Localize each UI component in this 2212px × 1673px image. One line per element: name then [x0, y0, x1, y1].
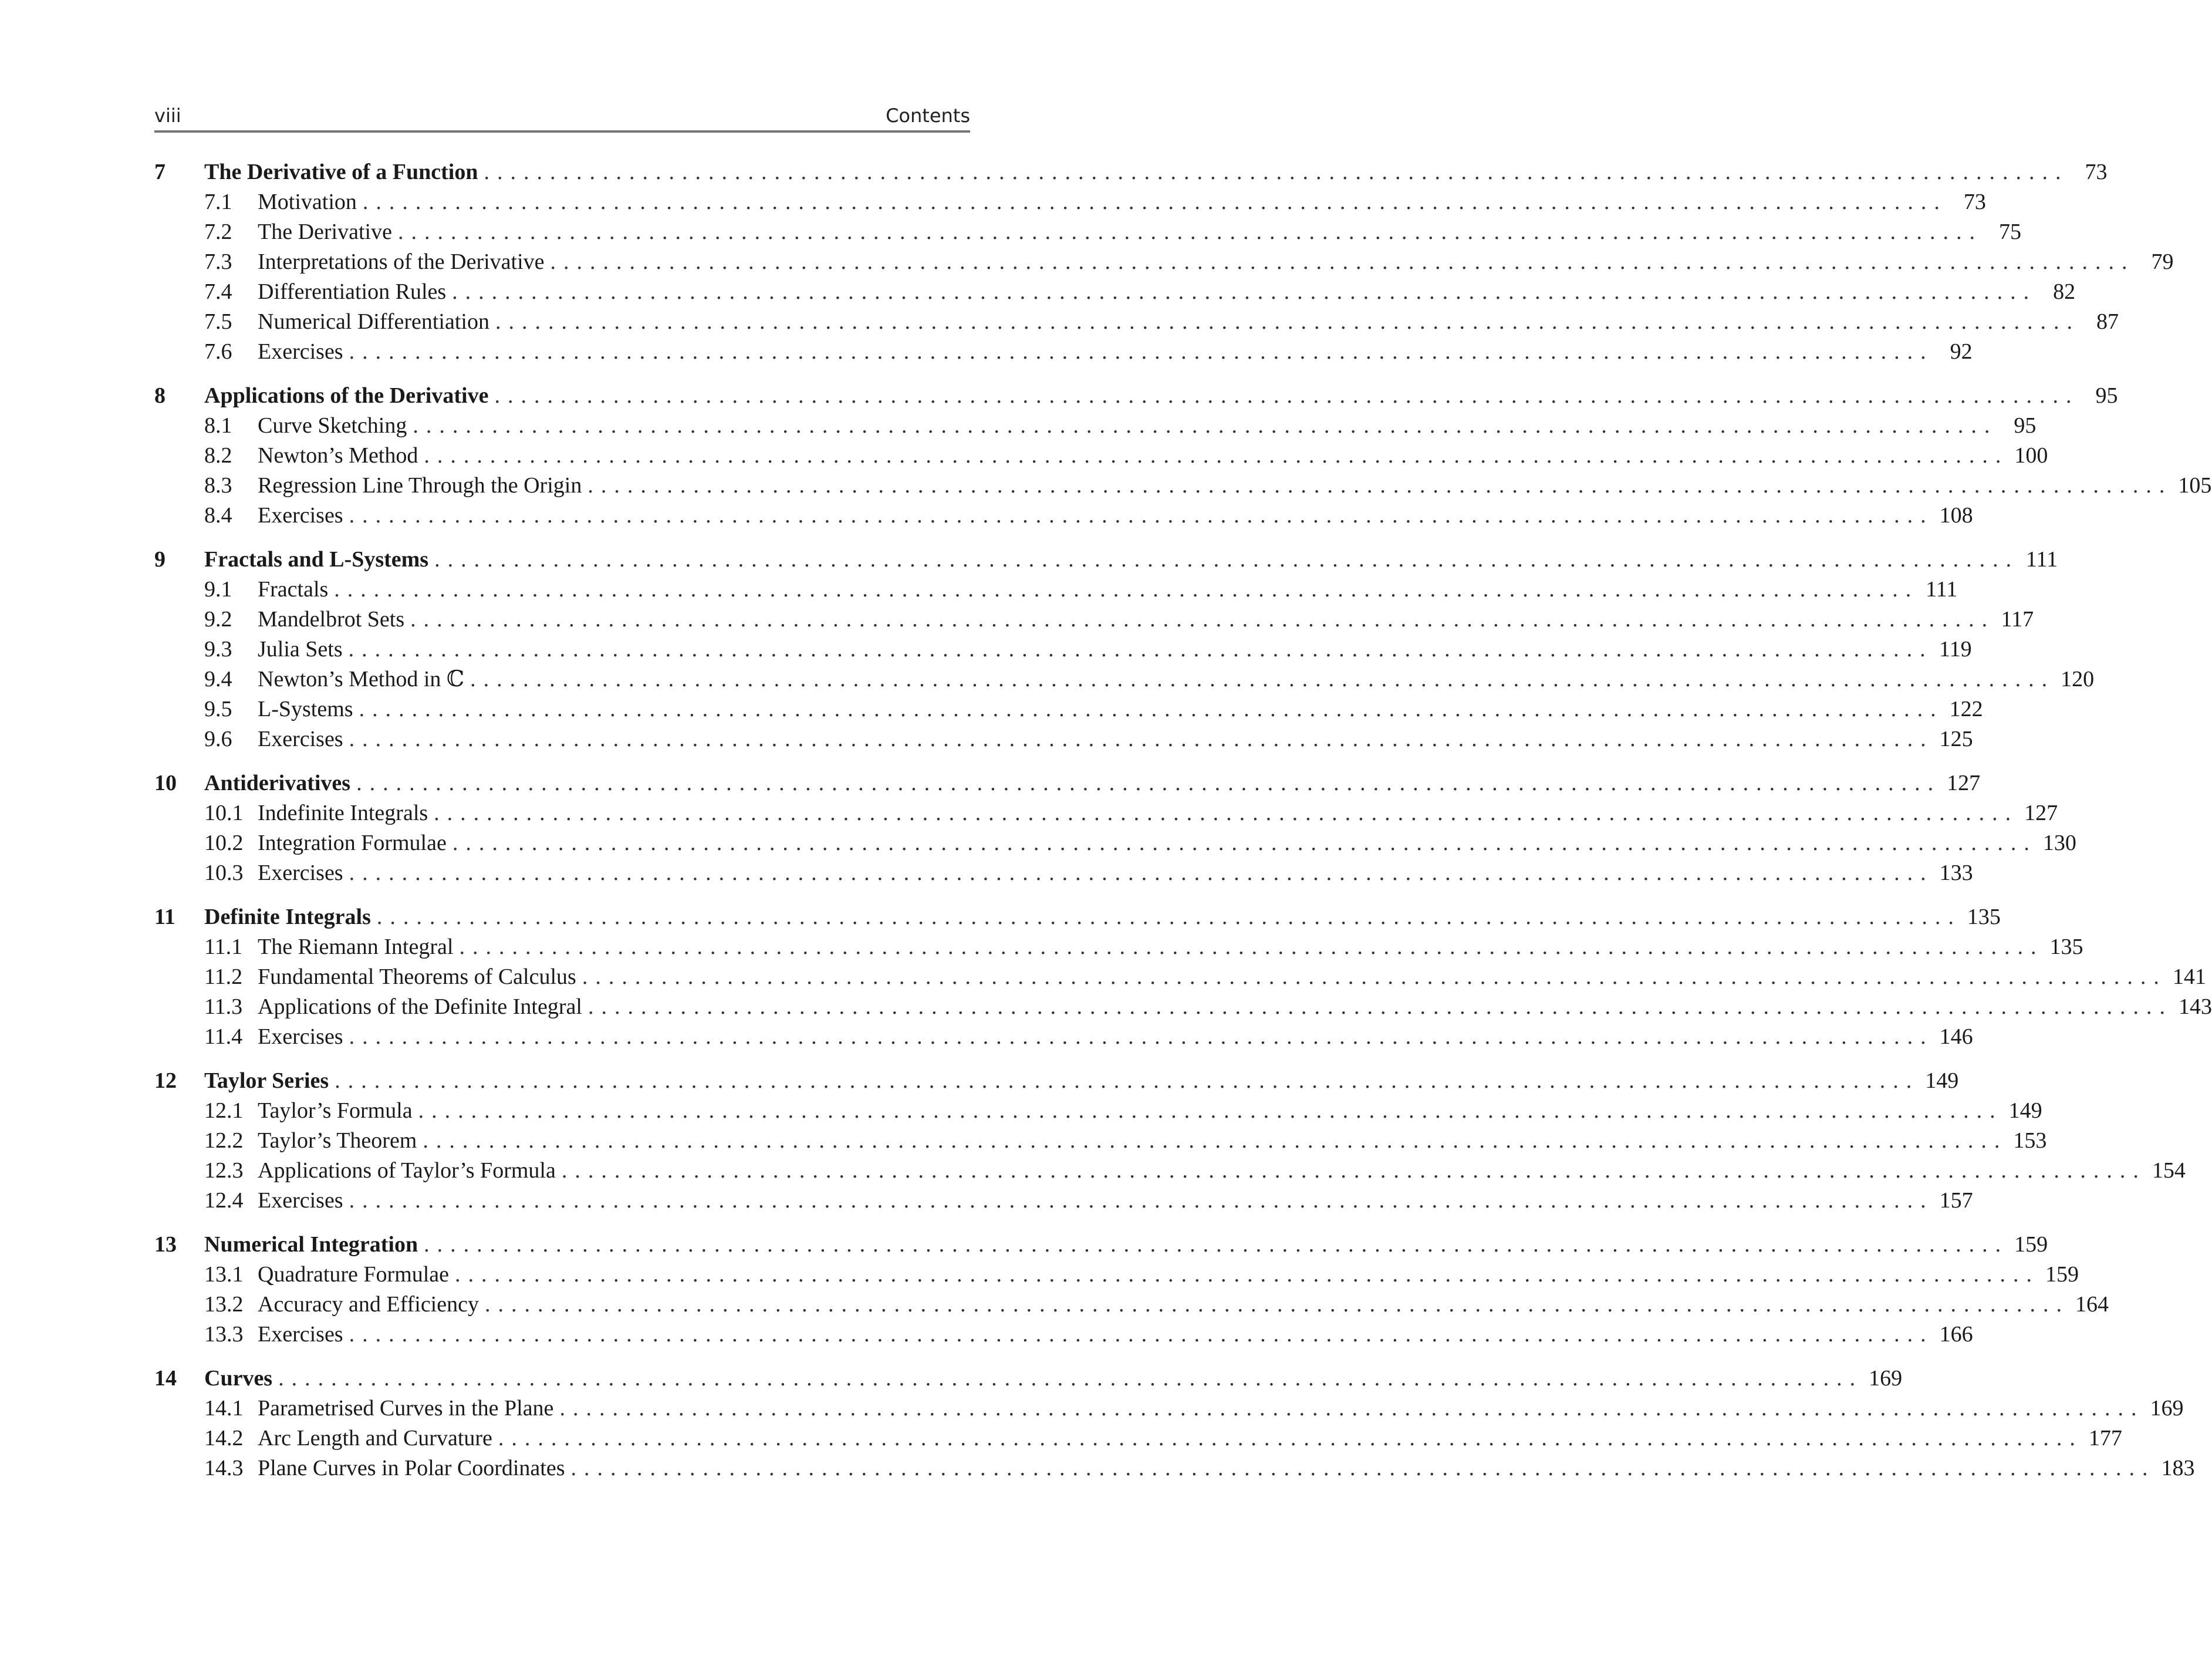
- dot-leader: ........................................................................................................................: [418, 1098, 2003, 1123]
- section-number: 10.2: [204, 831, 244, 855]
- page-number: 166: [1939, 1322, 1973, 1347]
- page-number: 125: [1939, 727, 1973, 751]
- dot-leader: ........................................................................................................................: [452, 279, 2037, 304]
- section-number: 9.2: [204, 607, 232, 632]
- chapter-title: Applications of the Derivative: [204, 381, 494, 411]
- page-number: 79: [2151, 249, 2174, 274]
- dot-leader: ........................................................................................................................: [349, 339, 1934, 364]
- section-title: Accuracy and Efficiency: [258, 1290, 485, 1320]
- entry-line: [258, 1186, 1973, 1216]
- chapter-entry[interactable]: [154, 381, 2118, 411]
- page-folio: viii: [154, 104, 181, 127]
- section-title: Quadrature Formulae: [258, 1260, 455, 1290]
- section-title: Curve Sketching: [258, 411, 413, 441]
- entry-line: [258, 724, 1973, 754]
- section-entry[interactable]: [154, 1424, 2122, 1453]
- section-entry[interactable]: [154, 1156, 2186, 1186]
- section-title: Exercises: [258, 1320, 349, 1350]
- section-title: Interpretations of the Derivative: [258, 247, 551, 277]
- dot-leader: ........................................................................................................................: [362, 190, 1947, 214]
- section-number: 7.5: [204, 309, 232, 334]
- entry-line: [258, 217, 2021, 247]
- page-number: 87: [2096, 309, 2119, 334]
- entry-line: [258, 1126, 2047, 1156]
- section-entry[interactable]: [154, 1096, 2042, 1126]
- dot-leader: ........................................................................................................................: [278, 1366, 1863, 1391]
- section-entry[interactable]: [154, 1022, 1973, 1052]
- section-title: Taylor’s Formula: [258, 1096, 418, 1126]
- section-number: 11.2: [204, 964, 243, 989]
- chapter-entry[interactable]: [154, 902, 2001, 932]
- dot-leader: ........................................................................................................................: [349, 861, 1934, 885]
- page-header: [154, 104, 970, 133]
- dot-leader: ........................................................................................................................: [459, 935, 2044, 959]
- section-entry[interactable]: [154, 575, 1958, 605]
- chapter-block: [154, 1230, 2109, 1350]
- section-title: Indefinite Integrals: [258, 798, 434, 828]
- page-number: 133: [1939, 861, 1973, 885]
- section-entry[interactable]: [154, 1320, 1973, 1350]
- page-number: 111: [2025, 547, 2058, 572]
- section-title: Arc Length and Curvature: [258, 1424, 498, 1453]
- section-title: The Riemann Integral: [258, 932, 459, 962]
- chapter-title: Taylor Series: [204, 1066, 335, 1096]
- chapter-number: 12: [154, 1068, 177, 1093]
- section-number: 12.3: [204, 1158, 244, 1183]
- dot-leader: ........................................................................................................................: [410, 607, 1995, 632]
- entry-line: [258, 471, 2212, 501]
- entry-line: [204, 902, 2001, 932]
- section-title: Exercises: [258, 501, 349, 531]
- section-title: Exercises: [258, 1186, 349, 1216]
- page-number: 120: [2061, 667, 2095, 692]
- section-number: 7.1: [204, 190, 232, 214]
- chapter-block: [154, 381, 2212, 531]
- dot-leader: ........................................................................................................................: [495, 309, 2080, 334]
- entry-line: [258, 1260, 2079, 1290]
- section-number: 9.1: [204, 577, 232, 602]
- page-number: 183: [2161, 1456, 2195, 1480]
- entry-line: [258, 1424, 2122, 1453]
- section-number: 8.2: [204, 443, 232, 468]
- section-title: Exercises: [258, 1022, 349, 1052]
- chapter-title: Definite Integrals: [204, 902, 377, 932]
- section-entry[interactable]: [154, 828, 2076, 858]
- page-number: 159: [2045, 1262, 2079, 1287]
- section-entry[interactable]: [154, 277, 2076, 307]
- section-entry[interactable]: [154, 307, 2119, 337]
- entry-line: [258, 858, 1973, 888]
- chapter-block: [154, 902, 2212, 1052]
- entry-line: [204, 768, 1981, 798]
- chapter-number: 14: [154, 1366, 177, 1391]
- dot-leader: ........................................................................................................................: [348, 637, 1933, 662]
- dot-leader: ........................................................................................................................: [434, 547, 2019, 572]
- section-number: 13.3: [204, 1322, 244, 1347]
- section-number: 9.6: [204, 727, 232, 751]
- section-entry[interactable]: [154, 724, 1973, 754]
- section-entry[interactable]: [154, 1394, 2184, 1424]
- page-number: 111: [1926, 577, 1958, 602]
- dot-leader: ........................................................................................................................: [423, 1128, 2008, 1153]
- chapter-number: 7: [154, 160, 166, 184]
- page-number: 141: [2172, 964, 2206, 989]
- section-entry[interactable]: [154, 932, 2083, 962]
- dot-leader: ........................................................................................................................: [561, 1158, 2146, 1183]
- entry-line: [258, 932, 2083, 962]
- entry-line: [258, 307, 2119, 337]
- entry-line: [258, 992, 2212, 1022]
- entry-line: [258, 1156, 2186, 1186]
- section-number: 8.4: [204, 503, 232, 528]
- section-title: The Derivative: [258, 217, 398, 247]
- page-number: 95: [2095, 383, 2118, 408]
- section-entry[interactable]: [154, 1186, 1973, 1216]
- dot-leader: ........................................................................................................................: [484, 1292, 2069, 1317]
- page-number: 130: [2042, 831, 2076, 855]
- page-number: 153: [2013, 1128, 2047, 1153]
- entry-line: [204, 1230, 2048, 1260]
- chapter-title: The Derivative of a Function: [204, 157, 484, 187]
- chapter-entry[interactable]: [154, 1364, 1903, 1394]
- section-title: Numerical Differentiation: [258, 307, 495, 337]
- entry-line: [258, 337, 1973, 367]
- entry-line: [258, 247, 2174, 277]
- page-number: 154: [2152, 1158, 2186, 1183]
- section-entry[interactable]: [154, 1126, 2047, 1156]
- dot-leader: ........................................................................................................................: [335, 1068, 1920, 1093]
- section-title: Integration Formulae: [258, 828, 452, 858]
- dot-leader: ........................................................................................................................: [550, 249, 2135, 274]
- section-entry[interactable]: [154, 471, 2212, 501]
- section-number: 13.1: [204, 1262, 244, 1287]
- section-title: Applications of Taylor’s Formula: [258, 1156, 562, 1186]
- section-number: 9.5: [204, 697, 232, 721]
- page-number: 127: [2024, 801, 2058, 825]
- chapter-entry[interactable]: [154, 1066, 1959, 1096]
- entry-line: [258, 798, 2058, 828]
- dot-leader: ........................................................................................................................: [559, 1396, 2145, 1421]
- section-title: Taylor’s Theorem: [258, 1126, 423, 1156]
- section-entry[interactable]: [154, 187, 1986, 217]
- page-number: 122: [1949, 697, 1983, 721]
- dot-leader: ........................................................................................................................: [359, 697, 1944, 721]
- section-entry[interactable]: [154, 798, 2058, 828]
- page-number: 119: [1939, 637, 1972, 662]
- chapter-block: [154, 1066, 2186, 1216]
- dot-leader: ........................................................................................................................: [455, 1262, 2040, 1287]
- entry-line: [204, 381, 2118, 411]
- section-entry[interactable]: [154, 501, 1973, 531]
- section-number: 12.2: [204, 1128, 244, 1153]
- section-number: 7.3: [204, 249, 232, 274]
- dot-leader: ........................................................................................................................: [484, 160, 2069, 184]
- section-number: 11.4: [204, 1024, 243, 1049]
- chapter-title: Numerical Integration: [204, 1230, 424, 1260]
- chapter-number: 8: [154, 383, 166, 408]
- page-number: 95: [2014, 413, 2037, 438]
- dot-leader: ........................................................................................................................: [349, 1322, 1934, 1347]
- entry-line: [204, 157, 2108, 187]
- page-number: 146: [1939, 1024, 1973, 1049]
- page-number: 82: [2053, 279, 2076, 304]
- dot-leader: ........................................................................................................................: [570, 1456, 2156, 1480]
- page-number: 169: [1869, 1366, 1903, 1391]
- chapter-title: Curves: [204, 1364, 278, 1394]
- section-title: Mandelbrot Sets: [258, 605, 410, 635]
- dot-leader: ........................................................................................................................: [470, 667, 2055, 692]
- section-entry[interactable]: [154, 1290, 2109, 1320]
- section-entry[interactable]: [154, 217, 2021, 247]
- entry-line: [258, 1320, 1973, 1350]
- section-entry[interactable]: [154, 441, 2048, 471]
- page-number: 73: [2085, 160, 2108, 184]
- dot-leader: ........................................................................................................................: [587, 994, 2173, 1019]
- entry-line: [258, 1394, 2184, 1424]
- chapter-block: [154, 768, 2076, 888]
- section-entry[interactable]: [154, 605, 2034, 635]
- chapter-number: 9: [154, 547, 166, 572]
- dot-leader: ........................................................................................................................: [498, 1426, 2083, 1451]
- entry-line: [204, 1364, 1903, 1394]
- page-number: 105: [2178, 473, 2212, 498]
- section-title: Plane Curves in Polar Coordinates: [258, 1453, 570, 1483]
- dot-leader: ........................................................................................................................: [582, 964, 2167, 989]
- chapter-block: [154, 157, 2174, 367]
- chapter-number: 13: [154, 1232, 177, 1257]
- page-number: 164: [2075, 1292, 2109, 1317]
- section-title: Applications of the Definite Integral: [258, 992, 588, 1022]
- section-number: 10.1: [204, 801, 244, 825]
- entry-line: [258, 501, 1973, 531]
- section-number: 8.3: [204, 473, 232, 498]
- entry-line: [258, 828, 2076, 858]
- page-number: 127: [1947, 771, 1981, 795]
- page-number: 100: [2014, 443, 2048, 468]
- entry-line: [258, 1096, 2042, 1126]
- table-of-contents: [154, 157, 2212, 1497]
- section-number: 7.2: [204, 220, 232, 244]
- page-number: 117: [2001, 607, 2034, 632]
- page-number: 169: [2150, 1396, 2184, 1421]
- chapter-entry[interactable]: [154, 1230, 2048, 1260]
- running-head: Contents: [886, 104, 970, 127]
- page-number: 73: [1963, 190, 1986, 214]
- section-entry[interactable]: [154, 992, 2212, 1022]
- section-title: Exercises: [258, 337, 349, 367]
- section-entry[interactable]: [154, 858, 1973, 888]
- dot-leader: ........................................................................................................................: [494, 383, 2079, 408]
- chapter-entry[interactable]: [154, 157, 2108, 187]
- dot-leader: ........................................................................................................................: [434, 801, 2019, 825]
- dot-leader: ........................................................................................................................: [424, 1232, 2009, 1257]
- entry-line: [204, 1066, 1959, 1096]
- entry-line: [258, 575, 1958, 605]
- section-number: 11.1: [204, 935, 243, 959]
- section-entry[interactable]: [154, 1453, 2195, 1483]
- page-number: 135: [1967, 905, 2001, 929]
- section-number: 14.3: [204, 1456, 244, 1480]
- dot-leader: ........................................................................................................................: [349, 503, 1934, 528]
- section-number: 12.1: [204, 1098, 244, 1123]
- section-title: L-Systems: [258, 694, 359, 724]
- dot-leader: ........................................................................................................................: [349, 727, 1934, 751]
- section-title: Fundamental Theorems of Calculus: [258, 962, 582, 992]
- section-number: 7.4: [204, 279, 232, 304]
- section-number: 13.2: [204, 1292, 244, 1317]
- section-entry[interactable]: [154, 665, 2095, 694]
- page-number: 75: [1998, 220, 2021, 244]
- chapter-title: Antiderivatives: [204, 768, 356, 798]
- page-number: 177: [2088, 1426, 2122, 1451]
- chapter-block: [154, 545, 2095, 754]
- entry-line: [258, 411, 2037, 441]
- dot-leader: ........................................................................................................................: [376, 905, 1961, 929]
- page-number: 135: [2049, 935, 2083, 959]
- section-title: Differentiation Rules: [258, 277, 452, 307]
- section-entry[interactable]: [154, 694, 1983, 724]
- book-page: [154, 0, 2212, 1673]
- entry-line: [258, 441, 2048, 471]
- entry-line: [258, 277, 2076, 307]
- section-number: 9.4: [204, 667, 232, 692]
- section-number: 11.3: [204, 994, 243, 1019]
- dot-leader: ........................................................................................................................: [424, 443, 2009, 468]
- page-number: 149: [1925, 1068, 1959, 1093]
- section-entry[interactable]: [154, 962, 2206, 992]
- section-title: Fractals: [258, 575, 334, 605]
- section-number: 10.3: [204, 861, 244, 885]
- section-title: Exercises: [258, 724, 349, 754]
- section-title: Newton’s Method in ℂ: [258, 665, 470, 694]
- chapter-block: [154, 1364, 2195, 1483]
- entry-line: [258, 605, 2034, 635]
- section-number: 8.1: [204, 413, 232, 438]
- entry-line: [258, 1290, 2109, 1320]
- entry-line: [204, 545, 2058, 575]
- section-number: 14.1: [204, 1396, 244, 1421]
- chapter-number: 11: [154, 905, 175, 929]
- section-entry[interactable]: [154, 1260, 2079, 1290]
- entry-line: [258, 1453, 2195, 1483]
- chapter-entry[interactable]: [154, 768, 1981, 798]
- entry-line: [258, 665, 2095, 694]
- entry-line: [258, 1022, 1973, 1052]
- section-entry[interactable]: [154, 337, 1973, 367]
- dot-leader: ........................................................................................................................: [349, 1188, 1934, 1213]
- section-number: 7.6: [204, 339, 232, 364]
- section-title: Exercises: [258, 858, 349, 888]
- chapter-number: 10: [154, 771, 177, 795]
- page-number: 143: [2178, 994, 2212, 1019]
- section-title: Newton’s Method: [258, 441, 424, 471]
- dot-leader: ........................................................................................................................: [587, 473, 2173, 498]
- dot-leader: ........................................................................................................................: [413, 413, 1998, 438]
- page-number: 92: [1950, 339, 1973, 364]
- page-number: 159: [2014, 1232, 2048, 1257]
- page-number: 157: [1939, 1188, 1973, 1213]
- section-number: 14.2: [204, 1426, 244, 1451]
- entry-line: [258, 187, 1986, 217]
- section-title: Regression Line Through the Origin: [258, 471, 587, 501]
- entry-line: [258, 694, 1983, 724]
- section-number: 12.4: [204, 1188, 244, 1213]
- dot-leader: ........................................................................................................................: [356, 771, 1941, 795]
- section-entry[interactable]: [154, 247, 2174, 277]
- dot-leader: ........................................................................................................................: [397, 220, 1983, 244]
- dot-leader: ........................................................................................................................: [334, 577, 1919, 602]
- dot-leader: ........................................................................................................................: [452, 831, 2037, 855]
- section-title: Motivation: [258, 187, 363, 217]
- section-title: Parametrised Curves in the Plane: [258, 1394, 559, 1424]
- section-entry[interactable]: [154, 635, 1972, 665]
- page-number: 149: [2008, 1098, 2042, 1123]
- chapter-entry[interactable]: [154, 545, 2058, 575]
- entry-line: [258, 635, 1972, 665]
- entry-line: [258, 962, 2206, 992]
- section-title: Julia Sets: [258, 635, 349, 665]
- chapter-title: Fractals and L-Systems: [204, 545, 434, 575]
- section-entry[interactable]: [154, 411, 2037, 441]
- dot-leader: ........................................................................................................................: [349, 1024, 1934, 1049]
- section-number: 9.3: [204, 637, 232, 662]
- page-number: 108: [1939, 503, 1973, 528]
